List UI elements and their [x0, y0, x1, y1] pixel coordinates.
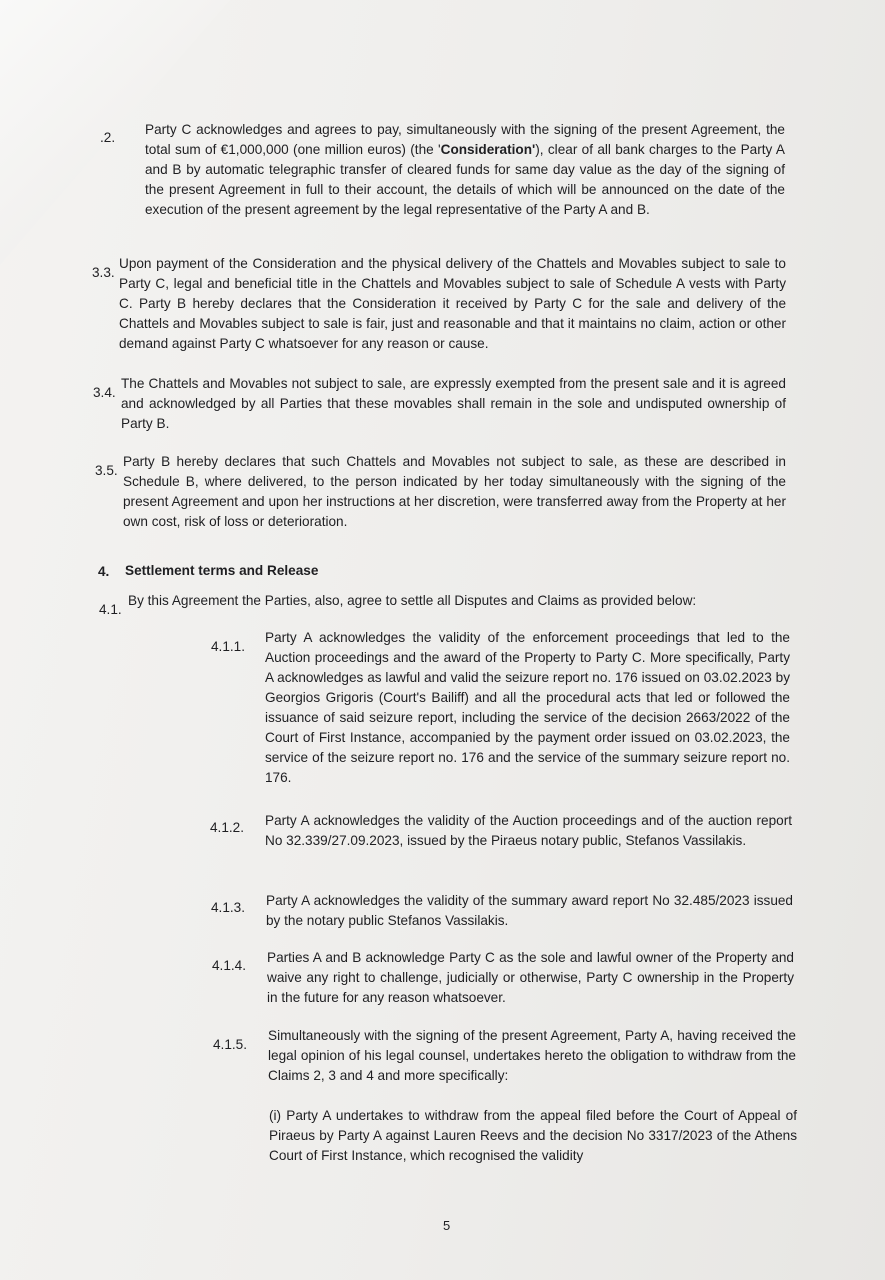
clause-number: 4.1.2.	[210, 820, 245, 835]
clause-number: 4.1.	[99, 602, 122, 617]
clause-3-3: Upon payment of the Consideration and the physical delivery of the Chattels and Movables subject to sale to Party C, legal and beneficial title in the Chattels and Movables subject to sale of Schedule A vests with Party C. Party B hereby declares that the Consideration it received by Party C for the sale and delivery of the Chattels and Movables subject to sale is fair, just and reasonable and that it maintains no claim, action or other demand against Party C whatsoever for any reason or cause.	[119, 256, 786, 351]
clause-3-2-text-a: Party C acknowledges and agrees to pay, simultaneously with the signing of the present Agreement, the total sum of €1,000,000 (one million euros) (the '	[145, 122, 785, 157]
clause-number: 3.5.	[95, 463, 118, 478]
clause-4-1-5-i: (i) Party A undertakes to withdraw from the appeal filed before the Court of Appeal of Piraeus by Party A against Lauren Reevs and the decision No 3317/2023 of the Athens Court of First Instance, which recognised the validity	[269, 1108, 797, 1163]
clause-number: .2.	[100, 130, 116, 145]
section-number: 4.	[98, 564, 110, 579]
clause-number: 3.3.	[92, 265, 115, 280]
section-title: Settlement terms and Release	[125, 563, 319, 578]
clause-number: 4.1.1.	[211, 639, 246, 654]
clause-4-1-1: Party A acknowledges the validity of the enforcement proceedings that led to the Auction proceedings and the award of the Property to Party C. More specifically, Party A acknowledges as lawful and valid the seizure report no. 176 issued on 03.02.2023 by Georgios Grigoris (Court's Bailiff) and all the procedural acts that led or followed the issuance of said seizure report, including the service of the decision 2663/2022 of the Court of First Instance, accompanied by the payment order issued on 03.02.2023, the service of the seizure report no. 176 and the service of the summary seizure report no. 176.	[265, 630, 790, 785]
clause-number: 4.1.3.	[211, 900, 246, 915]
clause-number: 3.4.	[93, 385, 116, 400]
clause-number: 4.1.4.	[212, 958, 247, 973]
clause-3-5: Party B hereby declares that such Chattels and Movables not subject to sale, as these are described in Schedule B, where delivered, to the person indicated by her today simultaneously with the signing of the present Agreement and upon her instructions at her discretion, were transferred away from the Property at her own cost, risk of loss or deterioration.	[123, 454, 786, 529]
clause-4-1-4: Parties A and B acknowledge Party C as the sole and lawful owner of the Property and waive any right to challenge, judicially or otherwise, Party C ownership in the Property in the future for any reason whatsoever.	[267, 950, 794, 1005]
clause-number: 4.1.5.	[213, 1037, 248, 1052]
clause-3-4: The Chattels and Movables not subject to sale, are expressly exempted from the present sale and it is agreed and acknowledged by all Parties that these movables shall remain in the sole and undisputed ownership of Party B.	[121, 376, 786, 431]
page-number: 5	[443, 1218, 451, 1233]
clause-3-2	[145, 120, 785, 220]
clause-3-2-bold: Consideration'	[440, 142, 536, 157]
clause-4-1-2: Party A acknowledges the validity of the Auction proceedings and of the auction report No 32.339/27.09.2023, issued by the Piraeus notary public, Stefanos Vassilakis.	[265, 813, 792, 848]
clause-4-1-5: Simultaneously with the signing of the present Agreement, Party A, having received the legal opinion of his legal counsel, undertakes hereto the obligation to withdraw from the Claims 2, 3 and 4 and more specifically:	[268, 1028, 796, 1083]
clause-3-2-text-b: ), clear of all bank charges to the Party A and B by automatic telegraphic transfer of cleared funds for same day value as the day of the signing of the present Agreement in full to their account, the details of which will be announced on the date of the execution of the present agreement by the legal representative of the Party A and B.	[145, 142, 785, 217]
clause-4-1-3: Party A acknowledges the validity of the summary award report No 32.485/2023 issued by the notary public Stefanos Vassilakis.	[266, 893, 793, 928]
clause-4-1: By this Agreement the Parties, also, agree to settle all Disputes and Claims as provided below:	[128, 593, 697, 608]
